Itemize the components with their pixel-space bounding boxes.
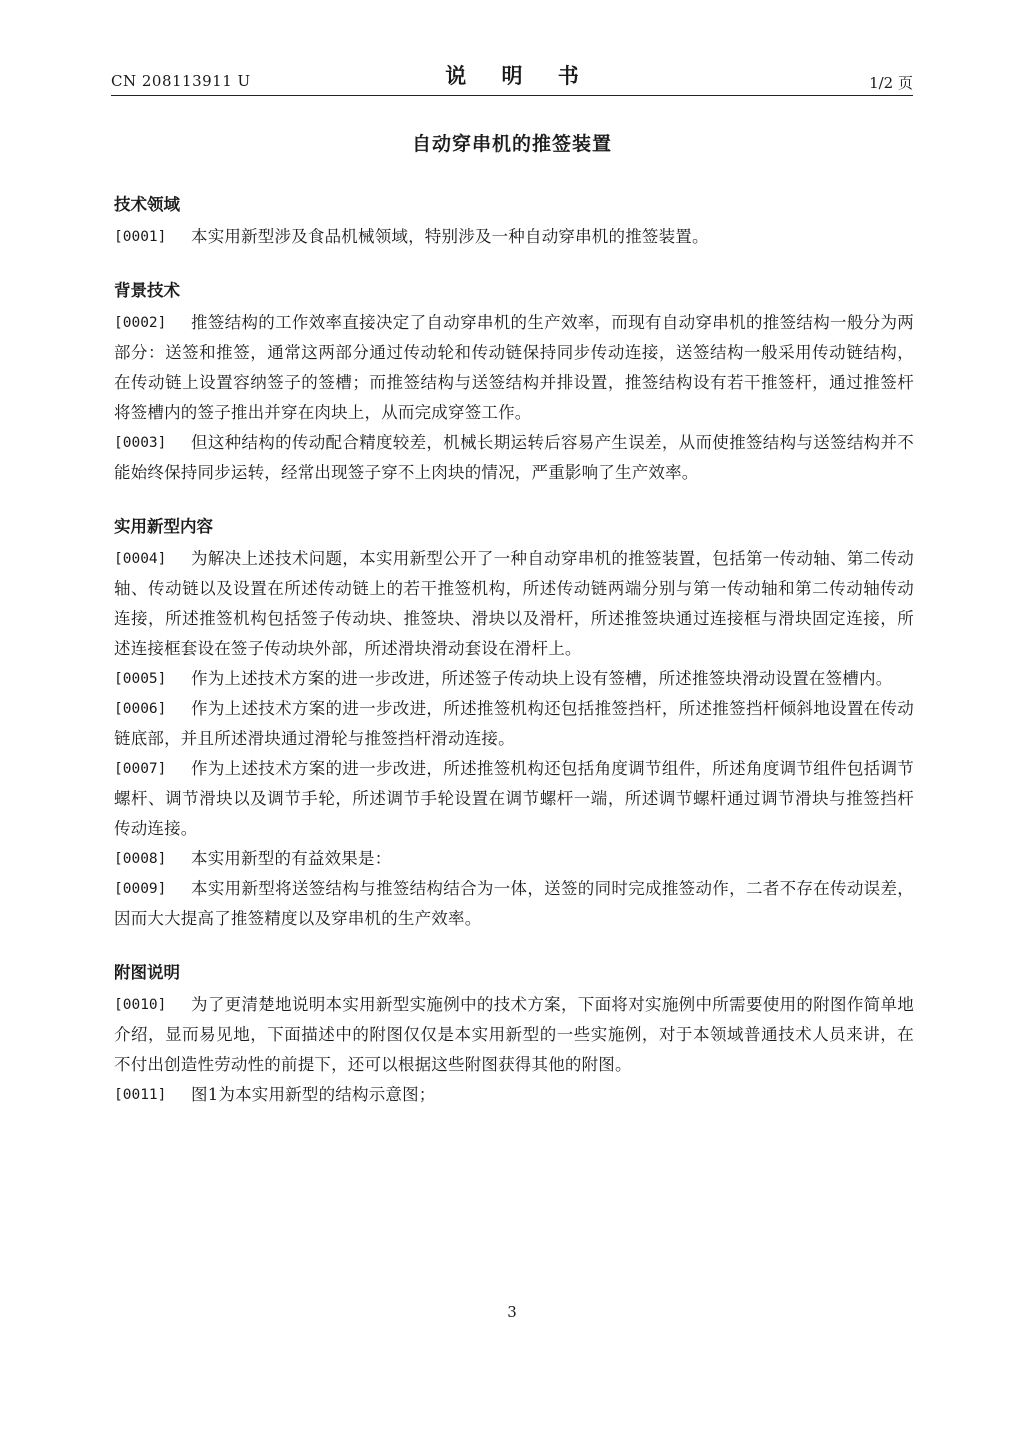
header-divider (111, 95, 913, 96)
paragraph-number: [0010] (114, 997, 167, 1013)
doc-type: 说 明 书 (445, 64, 593, 88)
paragraph-text: 为了更清楚地说明本实用新型实施例中的技术方案，下面将对实施例中所需要使用的附图作简单地介绍，显而易见地，下面描述中的附图仅仅是本实用新型的一些实施例，对于本领域普通技术人员来讲，在不付出创造性劳动性的前提下，还可以根据这些附图获得其他的附图。 (114, 995, 914, 1074)
paragraph (114, 308, 914, 428)
paragraph-number: [0007] (114, 761, 167, 777)
paragraph (114, 428, 914, 488)
paragraph (114, 990, 914, 1080)
paragraph-number: [0002] (114, 315, 167, 331)
page-number: 3 (507, 1303, 517, 1321)
doc-number: CN 208113911 U (111, 72, 251, 90)
document-body (114, 192, 914, 1110)
section-heading: 背景技术 (114, 281, 180, 300)
paragraph-text: 作为上述技术方案的进一步改进，所述推签机构还包括推签挡杆，所述推签挡杆倾斜地设置在传动链底部，并且所述滑块通过滑轮与推签挡杆滑动连接。 (114, 699, 914, 748)
section-heading: 技术领域 (114, 195, 180, 214)
section-heading: 附图说明 (114, 963, 180, 982)
paragraph-text: 图1为本实用新型的结构示意图； (191, 1085, 436, 1104)
paragraph (114, 544, 914, 664)
paragraph (114, 222, 914, 252)
paragraph-text: 但这种结构的传动配合精度较差，机械长期运转后容易产生误差，从而使推签结构与送签结构并不能始终保持同步运转，经常出现签子穿不上肉块的情况，严重影响了生产效率。 (114, 433, 914, 482)
paragraph (114, 664, 914, 694)
page-header (111, 60, 913, 94)
paragraph-text: 作为上述技术方案的进一步改进，所述签子传动块上设有签槽，所述推签块滑动设置在签槽内。 (191, 669, 893, 688)
paragraph-number: [0003] (114, 435, 167, 451)
paragraph (114, 694, 914, 754)
paragraph-number: [0011] (114, 1087, 167, 1103)
paragraph (114, 754, 914, 844)
paragraph-number: [0006] (114, 701, 167, 717)
section-technical-field (114, 192, 914, 252)
section-background (114, 278, 914, 488)
paragraph-text: 作为上述技术方案的进一步改进，所述推签机构还包括角度调节组件，所述角度调节组件包括调节螺杆、调节滑块以及调节手轮，所述调节手轮设置在调节螺杆一端，所述调节螺杆通过调节滑块与推签挡杆传动连接。 (114, 759, 914, 838)
section-summary (114, 514, 914, 934)
paragraph-number: [0005] (114, 671, 167, 687)
document-title: 自动穿串机的推签装置 (411, 133, 612, 155)
paragraph (114, 1080, 914, 1110)
paragraph-number: [0008] (114, 851, 167, 867)
paragraph-text: 推签结构的工作效率直接决定了自动穿串机的生产效率，而现有自动穿串机的推签结构一般分为两部分：送签和推签，通常这两部分通过传动轮和传动链保持同步传动连接，送签结构一般采用传动链结构，在传动链上设置容纳签子的签槽；而推签结构与送签结构并排设置，推签结构设有若干推签杆，通过推签杆将签槽内的签子推出并穿在肉块上，从而完成穿签工作。 (114, 313, 914, 422)
paragraph-text: 本实用新型将送签结构与推签结构结合为一体，送签的同时完成推签动作，二者不存在传动误差，因而大大提高了推签精度以及穿串机的生产效率。 (114, 879, 914, 928)
page-of: 1/2 页 (869, 74, 913, 92)
paragraph (114, 874, 914, 934)
paragraph-number: [0001] (114, 229, 167, 245)
paragraph-text: 本实用新型涉及食品机械领域，特别涉及一种自动穿串机的推签装置。 (191, 227, 709, 246)
paragraph-number: [0004] (114, 551, 167, 567)
paragraph (114, 844, 914, 874)
paragraph-text: 本实用新型的有益效果是： (191, 849, 392, 868)
paragraph-number: [0009] (114, 881, 167, 897)
paragraph-text: 为解决上述技术问题，本实用新型公开了一种自动穿串机的推签装置，包括第一传动轴、第二传动轴、传动链以及设置在所述传动链上的若干推签机构，所述传动链两端分别与第一传动轴和第二传动轴传动连接，所述推签机构包括签子传动块、推签块、滑块以及滑杆，所述推签块通过连接框与滑块固定连接，所述连接框套设在签子传动块外部，所述滑块滑动套设在滑杆上。 (114, 549, 914, 658)
section-heading: 实用新型内容 (114, 517, 213, 536)
section-drawings (114, 960, 914, 1110)
